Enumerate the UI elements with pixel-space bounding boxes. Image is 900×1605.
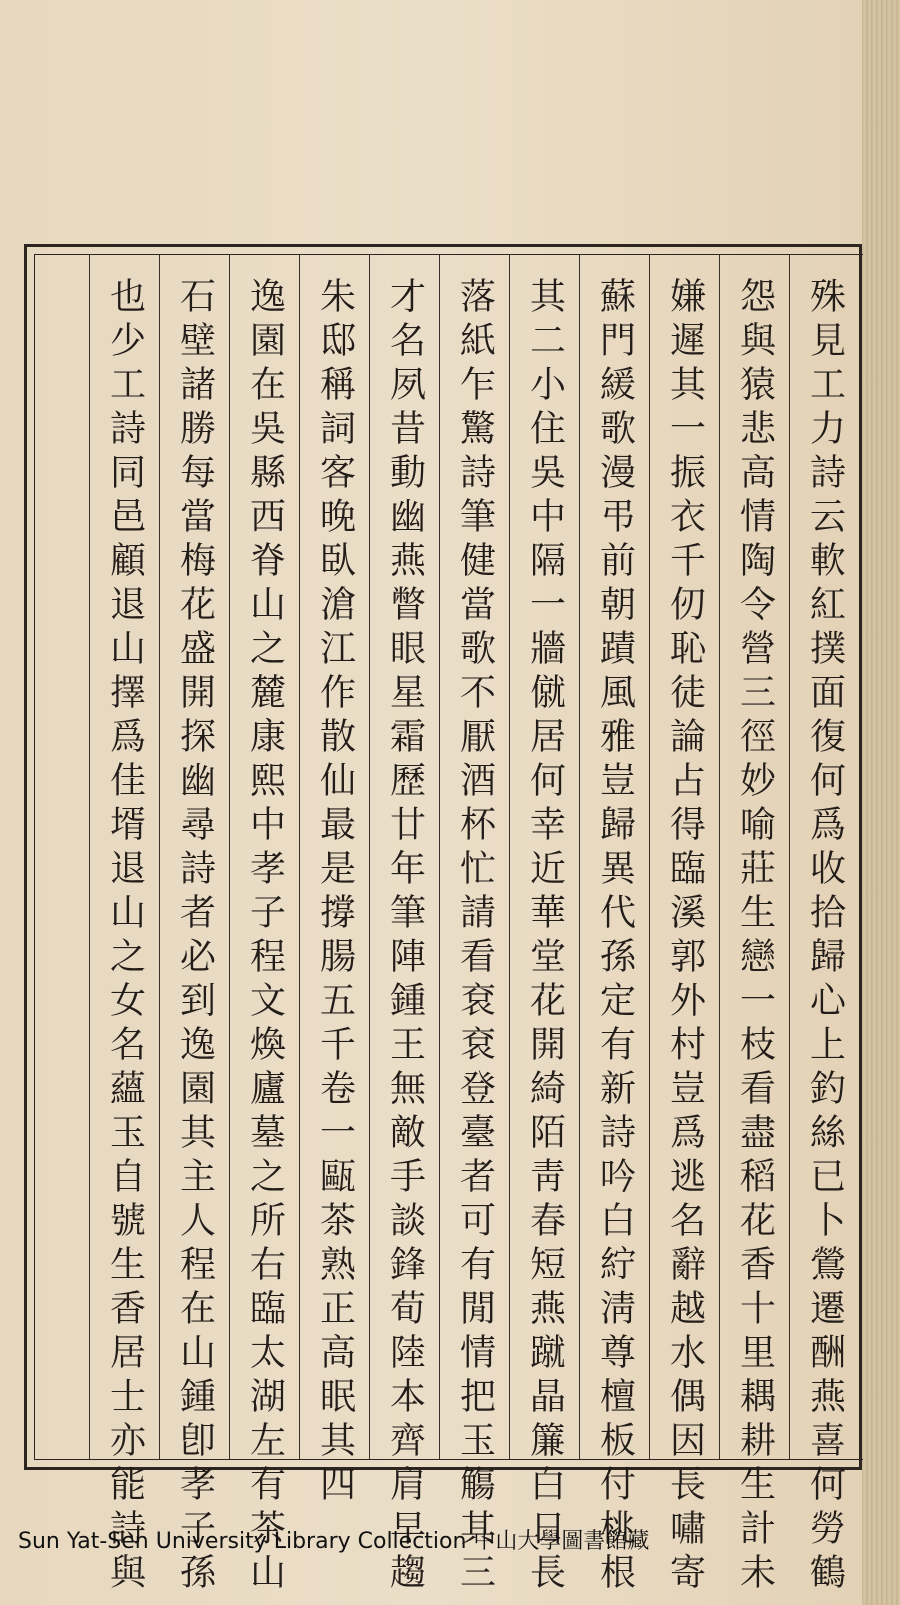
text-column [369,255,439,1597]
column-text: 怨與猿悲高情陶令營三徑妙喻莊生戀一枝看盡稻花香十里耦耕生計未 [734,277,776,1597]
column-text: 也少工詩同邑顧退山擇爲佳壻退山之女名蘊玉自號生香居士亦能詩與 [104,277,146,1597]
column-text: 朱邸稱詞客晚臥滄江作散仙最是撐腸五千卷一甌茶熟正高眠其四 [314,277,356,1509]
column-text: 才名夙昔動幽燕瞥眼星霜歷廿年筆陣鍾王無敵手談鋒荀陸本齊肩早趨 [384,277,426,1597]
text-column [649,255,719,1597]
column-text: 逸園在吳縣西脊山之麓康熙中孝子程文煥廬墓之所右臨太湖左有茶山 [244,277,286,1597]
text-column [159,255,229,1597]
text-column [89,255,159,1597]
text-column [789,255,859,1597]
column-text: 嫌遲其一振衣千仞恥徒論占得臨溪郭外村豈爲逃名辭越水偶因長嘯寄 [664,277,706,1597]
text-column [579,255,649,1597]
column-text: 落紙乍驚詩筆健當歌不厭酒杯忙請看袞袞登臺者可有閒情把玉觴其三 [454,277,496,1597]
collection-credit: Sun Yat-Sen University Library Collection 中山大學圖書館藏 [18,1529,650,1554]
column-text: 殊見工力詩云軟紅撲面復何爲收拾歸心上釣絲已卜鶯遷酬燕喜何勞鶴 [804,277,846,1597]
text-column [509,255,579,1597]
text-column [439,255,509,1597]
text-column [299,255,369,1509]
column-text: 石壁諸勝每當梅花盛開探幽尋詩者必到逸園其主人程在山鍾卽孝子孫 [174,277,216,1597]
column-text: 蘇門緩歌漫弔前朝蹟風雅豈歸異代孫定有新詩吟白紵淸尊檀板付桃根 [594,277,636,1597]
page-edge [862,0,900,1605]
text-column [719,255,789,1597]
text-column [229,255,299,1597]
column-text: 其二小住吳中隔一牆僦居何幸近華堂花開綺陌靑春短燕蹴晶簾白日長 [524,277,566,1597]
